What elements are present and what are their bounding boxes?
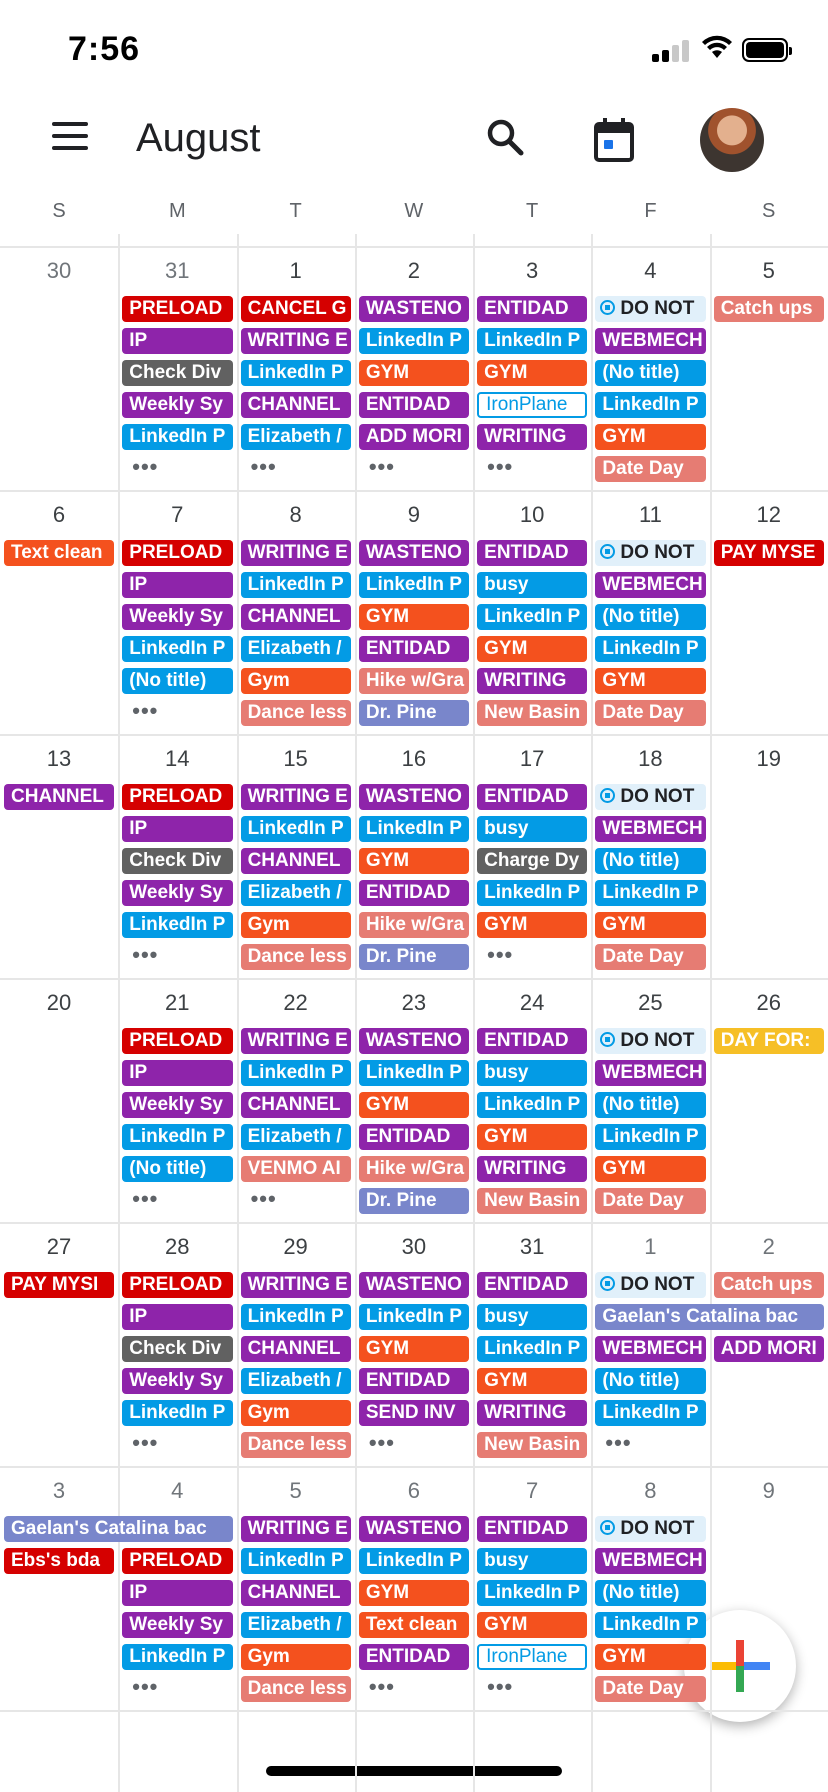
date-number[interactable]: 28 [165,1234,190,1259]
date-number[interactable]: 23 [401,990,427,1015]
calendar-event[interactable]: PRELOAD [122,784,232,810]
calendar-event[interactable]: PRELOAD [122,540,232,566]
calendar-event[interactable]: Hike w/Gra [359,1156,469,1182]
more-events-indicator[interactable]: ••• [132,1430,159,1455]
calendar-event[interactable]: Charge Dy [477,848,587,874]
calendar-event[interactable]: Gym [241,1400,351,1426]
date-number[interactable]: 18 [638,746,663,771]
calendar-event[interactable]: ENTIDAD [359,880,469,906]
calendar-event[interactable]: Date Day [595,700,705,726]
date-number[interactable]: 21 [165,990,190,1015]
date-number[interactable]: 7 [171,502,184,527]
date-number[interactable]: 29 [283,1234,308,1259]
calendar-event[interactable]: GYM [477,360,587,386]
calendar-event[interactable]: GYM [595,912,705,938]
calendar-event[interactable]: WEBMECH [595,572,705,598]
calendar-event[interactable]: LinkedIn P [595,880,705,906]
calendar-event[interactable]: SEND INV [359,1400,469,1426]
date-number[interactable]: 2 [762,1234,775,1259]
calendar-event[interactable]: New Basin [477,1432,587,1458]
day-of-week-label: S [52,200,66,222]
calendar-event[interactable]: IP [122,1304,232,1330]
calendar-event[interactable]: LinkedIn P [241,360,351,386]
calendar-event[interactable]: CHANNEL [241,392,351,418]
date-number[interactable]: 20 [46,990,72,1015]
calendar-event[interactable]: WRITING E [241,328,351,354]
calendar-event[interactable] [595,1516,705,1542]
calendar-event[interactable]: Check Div [122,1336,232,1362]
calendar-event[interactable]: IP [122,1060,232,1086]
calendar-event[interactable]: LinkedIn P [359,1548,469,1574]
date-number[interactable]: 19 [756,746,781,771]
calendar-event[interactable]: Weekly Sy [122,392,232,418]
calendar-event[interactable]: LinkedIn P [241,816,351,842]
calendar-event[interactable]: GYM [359,1336,469,1362]
calendar-event[interactable]: VENMO AI [241,1156,351,1182]
event-title: DO NOT [620,786,695,807]
date-number[interactable]: 8 [289,502,302,527]
status-bar [0,0,828,100]
date-number[interactable]: 5 [762,258,775,283]
calendar-event[interactable]: LinkedIn P [241,572,351,598]
calendar-event[interactable]: (No title) [122,1156,232,1182]
calendar-event[interactable]: LinkedIn P [122,912,232,938]
calendar-event[interactable]: LinkedIn P [595,1124,705,1150]
week-divider [0,978,828,980]
calendar-event[interactable]: GYM [595,668,705,694]
calendar-event[interactable]: LinkedIn P [241,1304,351,1330]
calendar-event[interactable]: Catch ups [714,296,824,322]
more-events-indicator[interactable]: ••• [605,1430,632,1455]
week-divider [0,246,828,248]
calendar-event[interactable]: LinkedIn P [477,1580,587,1606]
calendar-event[interactable]: GYM [359,604,469,630]
calendar-event[interactable] [595,784,705,810]
calendar-event[interactable] [595,1272,705,1298]
calendar-event[interactable]: Hike w/Gra [359,668,469,694]
calendar-event[interactable]: ENTIDAD [477,784,587,810]
calendar-event[interactable]: Dr. Pine [359,1188,469,1214]
date-number[interactable]: 12 [756,502,781,527]
calendar-event[interactable]: LinkedIn P [477,604,587,630]
calendar-event[interactable]: Elizabeth / [241,636,351,662]
date-number[interactable]: 1 [289,258,302,283]
date-number[interactable]: 5 [289,1478,302,1503]
calendar-event[interactable]: Dance less [241,944,351,970]
calendar-event[interactable]: Weekly Sy [122,1368,232,1394]
calendar-event[interactable]: CHANNEL [241,1092,351,1118]
date-number[interactable]: 30 [401,1234,427,1259]
calendar-event[interactable]: GYM [359,1580,469,1606]
week-divider [0,734,828,736]
calendar-event[interactable]: ENTIDAD [359,1644,469,1670]
cellular-signal-icon [652,40,692,62]
calendar-event[interactable]: GYM [359,1092,469,1118]
calendar-event[interactable]: CHANNEL [4,784,114,810]
calendar-event[interactable]: Dr. Pine [359,944,469,970]
date-number[interactable]: 14 [165,746,190,771]
date-number[interactable]: 15 [283,746,308,771]
calendar-event[interactable]: LinkedIn P [122,424,232,450]
day-of-week-label: M [168,200,186,222]
calendar-event[interactable]: WEBMECH [595,1548,705,1574]
calendar-event[interactable]: LinkedIn P [477,328,587,354]
more-events-indicator[interactable]: ••• [487,942,514,967]
calendar-event[interactable]: Elizabeth / [241,880,351,906]
more-events-indicator[interactable]: ••• [368,454,395,479]
more-events-indicator[interactable]: ••• [132,1674,159,1699]
wifi-icon [700,34,734,60]
calendar-event[interactable]: GYM [477,1124,587,1150]
calendar-event[interactable]: ADD MORI [359,424,469,450]
calendar-event[interactable]: GYM [477,636,587,662]
calendar-event[interactable]: LinkedIn P [122,636,232,662]
calendar-event[interactable]: WRITING [477,1400,587,1426]
event-title: DO NOT [620,1030,695,1051]
calendar-event[interactable]: LinkedIn P [241,1548,351,1574]
home-indicator [266,1766,562,1776]
calendar-event[interactable]: Weekly Sy [122,1092,232,1118]
calendar-event[interactable]: GYM [359,360,469,386]
calendar-event[interactable]: ENTIDAD [359,636,469,662]
calendar-event[interactable]: (No title) [595,604,705,630]
calendar-event[interactable]: LinkedIn P [595,636,705,662]
calendar-event[interactable]: LinkedIn P [477,1092,587,1118]
calendar-event[interactable]: busy [477,1304,587,1330]
calendar-event[interactable]: DAY FOR: [714,1028,824,1054]
do-not-disturb-icon [600,1032,615,1047]
calendar-event[interactable]: ENTIDAD [359,1368,469,1394]
calendar-event[interactable]: busy [477,1060,587,1086]
calendar-event[interactable]: busy [477,816,587,842]
more-events-indicator[interactable]: ••• [368,1674,395,1699]
calendar-event[interactable]: WASTENO [359,1028,469,1054]
calendar-event[interactable]: ENTIDAD [359,392,469,418]
calendar-event[interactable]: Text clean [4,540,114,566]
calendar-event[interactable]: ADD MORI [714,1336,824,1362]
more-events-indicator[interactable]: ••• [132,454,159,479]
week-divider [0,490,828,492]
date-number[interactable]: 30 [46,258,72,283]
calendar-event[interactable]: LinkedIn P [359,328,469,354]
calendar-event[interactable]: LinkedIn P [595,1612,705,1638]
date-number[interactable]: 10 [519,502,545,527]
calendar-event[interactable]: Weekly Sy [122,880,232,906]
calendar-event[interactable]: PAY MYSI [4,1272,114,1298]
calendar-event[interactable]: (No title) [122,668,232,694]
calendar-event[interactable]: GYM [477,1368,587,1394]
day-of-week-label: S [762,200,776,222]
calendar-event[interactable]: Elizabeth / [241,424,351,450]
calendar-event[interactable]: WRITING E [241,1516,351,1542]
calendar-event[interactable]: CHANNEL [241,1580,351,1606]
calendar-event[interactable]: LinkedIn P [122,1124,232,1150]
calendar-event[interactable]: GYM [595,424,705,450]
calendar-event[interactable]: PRELOAD [122,1272,232,1298]
do-not-disturb-icon [600,788,615,803]
calendar-event[interactable]: (No title) [595,1368,705,1394]
date-number[interactable]: 7 [526,1478,539,1503]
calendar-event[interactable]: Date Day [595,1676,705,1702]
calendar-event[interactable]: WEBMECH [595,816,705,842]
more-events-indicator[interactable]: ••• [487,1674,514,1699]
date-number[interactable]: 16 [401,746,427,771]
calendar-event[interactable]: WRITING E [241,1272,351,1298]
week-divider [0,1222,828,1224]
multi-day-event[interactable]: Gaelan's Catalina bac [595,1304,824,1330]
do-not-disturb-icon [600,1520,615,1535]
calendar-event[interactable]: WASTENO [359,540,469,566]
calendar-event[interactable]: CHANNEL [241,1336,351,1362]
more-events-indicator[interactable]: ••• [368,1430,395,1455]
calendar-event[interactable]: Gym [241,1644,351,1670]
date-number[interactable]: 27 [46,1234,72,1259]
calendar-event[interactable]: LinkedIn P [359,816,469,842]
calendar-event[interactable]: (No title) [595,848,705,874]
calendar-event[interactable]: WASTENO [359,1272,469,1298]
calendar-event[interactable]: GYM [477,1612,587,1638]
calendar-event[interactable]: WRITING E [241,1028,351,1054]
more-events-indicator[interactable]: ••• [132,698,159,723]
day-of-week-label: W [404,200,424,222]
more-events-indicator[interactable]: ••• [487,454,514,479]
more-events-indicator[interactable]: ••• [250,1186,277,1211]
date-number[interactable]: 31 [519,1234,545,1259]
menu-icon[interactable] [52,122,88,150]
date-number[interactable]: 11 [639,502,662,527]
event-title: DO NOT [620,298,695,319]
calendar-event[interactable]: LinkedIn P [595,1400,705,1426]
more-events-indicator[interactable]: ••• [250,454,277,479]
calendar-event[interactable]: LinkedIn P [122,1400,232,1426]
calendar-event[interactable]: IronPlane [477,1644,587,1670]
calendar-event[interactable]: LinkedIn P [477,1336,587,1362]
calendar-event[interactable]: Dance less [241,1432,351,1458]
calendar-event[interactable]: New Basin [477,1188,587,1214]
calendar-event[interactable]: WASTENO [359,1516,469,1542]
calendar-event[interactable]: GYM [477,912,587,938]
date-number[interactable]: 3 [52,1478,66,1503]
date-number[interactable]: 2 [407,258,420,283]
week-divider [0,1466,828,1468]
calendar-event[interactable]: Date Day [595,944,705,970]
calendar-event[interactable]: Weekly Sy [122,1612,232,1638]
battery-icon [742,38,788,62]
date-number[interactable]: 6 [52,502,66,527]
calendar-event[interactable]: IP [122,1580,232,1606]
calendar-event[interactable]: ENTIDAD [477,1272,587,1298]
more-events-indicator[interactable]: ••• [132,942,159,967]
calendar-event[interactable]: Text clean [359,1612,469,1638]
calendar-event[interactable]: CHANNEL [241,604,351,630]
calendar-event[interactable]: IP [122,572,232,598]
date-number[interactable]: 9 [407,502,420,527]
day-of-week-label: F [644,200,657,222]
calendar-event[interactable]: (No title) [595,1092,705,1118]
day-of-week-label: T [289,200,302,222]
calendar-today-icon[interactable] [592,116,636,164]
calendar-event[interactable]: (No title) [595,1580,705,1606]
calendar-event[interactable]: GYM [595,1156,705,1182]
calendar-event[interactable]: GYM [359,848,469,874]
calendar-event[interactable]: New Basin [477,700,587,726]
calendar-event[interactable]: (No title) [595,360,705,386]
date-number[interactable]: 25 [638,990,663,1015]
calendar-event[interactable]: ENTIDAD [477,1028,587,1054]
calendar-event[interactable]: WASTENO [359,296,469,322]
calendar-event[interactable]: WEBMECH [595,328,705,354]
calendar-event[interactable]: LinkedIn P [477,880,587,906]
calendar-event[interactable]: LinkedIn P [359,1304,469,1330]
calendar-event[interactable]: Date Day [595,456,705,482]
calendar-event[interactable]: IP [122,328,232,354]
calendar-event[interactable]: PRELOAD [122,1028,232,1054]
calendar-event[interactable]: ENTIDAD [477,540,587,566]
calendar-event[interactable]: WRITING E [241,784,351,810]
calendar-event[interactable]: CANCEL G [241,296,351,322]
calendar-event[interactable]: GYM [595,1644,705,1670]
calendar-event[interactable]: Gym [241,668,351,694]
calendar-event[interactable]: busy [477,572,587,598]
search-icon[interactable] [484,116,528,160]
calendar-event[interactable]: Dance less [241,700,351,726]
calendar-event[interactable]: PRELOAD [122,1548,232,1574]
calendar-event[interactable]: Hike w/Gra [359,912,469,938]
calendar-event[interactable]: Date Day [595,1188,705,1214]
status-time: 7:56 [68,30,141,68]
calendar-event[interactable] [595,296,705,322]
calendar-event[interactable]: LinkedIn P [595,392,705,418]
calendar-event[interactable]: Check Div [122,360,232,386]
day-of-week-label: T [526,200,539,222]
account-avatar[interactable] [700,108,764,172]
date-number[interactable]: 1 [644,1234,657,1259]
calendar-event[interactable]: Weekly Sy [122,604,232,630]
calendar-event[interactable]: CHANNEL [241,848,351,874]
calendar-event[interactable]: Elizabeth / [241,1124,351,1150]
calendar-event[interactable]: WRITING [477,1156,587,1182]
date-number[interactable]: 4 [644,258,657,283]
calendar-event[interactable]: Elizabeth / [241,1368,351,1394]
calendar-event[interactable]: LinkedIn P [122,1644,232,1670]
date-number[interactable]: 8 [644,1478,657,1503]
calendar-event[interactable]: IronPlane [477,392,587,418]
calendar-event[interactable]: ENTIDAD [477,1516,587,1542]
calendar-event[interactable]: Dr. Pine [359,700,469,726]
calendar-event[interactable]: Gym [241,912,351,938]
calendar-event[interactable]: WEBMECH [595,1060,705,1086]
calendar-event[interactable]: IP [122,816,232,842]
multi-day-event[interactable]: Gaelan's Catalina bac [4,1516,233,1542]
calendar-event[interactable]: LinkedIn P [241,1060,351,1086]
calendar-event[interactable]: WRITING [477,424,587,450]
calendar-event[interactable]: Elizabeth / [241,1612,351,1638]
do-not-disturb-icon [600,1276,615,1291]
do-not-disturb-icon [600,300,615,315]
calendar-event[interactable]: ENTIDAD [477,296,587,322]
calendar-event[interactable]: LinkedIn P [359,1060,469,1086]
date-number[interactable]: 22 [283,990,308,1015]
date-number[interactable]: 17 [519,746,545,771]
calendar-event[interactable]: Dance less [241,1676,351,1702]
event-title: DO NOT [620,1518,695,1539]
date-number[interactable]: 31 [165,258,190,283]
date-number[interactable]: 6 [407,1478,420,1503]
calendar-event[interactable] [595,1028,705,1054]
calendar-event[interactable]: WRITING E [241,540,351,566]
date-number[interactable]: 13 [46,746,72,771]
week-divider [0,1710,828,1712]
calendar-event[interactable]: ENTIDAD [359,1124,469,1150]
calendar-event[interactable]: PRELOAD [122,296,232,322]
date-number[interactable]: 24 [519,990,545,1015]
calendar-event[interactable]: Catch ups [714,1272,824,1298]
date-number[interactable]: 9 [762,1478,775,1503]
date-number[interactable]: 4 [171,1478,184,1503]
more-events-indicator[interactable]: ••• [132,1186,159,1211]
calendar-event[interactable]: busy [477,1548,587,1574]
do-not-disturb-icon [600,544,615,559]
calendar-event[interactable]: Ebs's bda [4,1548,114,1574]
date-number[interactable]: 3 [526,258,539,283]
month-title[interactable]: August [136,116,261,160]
calendar-event[interactable]: PAY MYSE [714,540,824,566]
event-title: DO NOT [620,1274,695,1295]
calendar-event[interactable]: WASTENO [359,784,469,810]
date-number[interactable]: 26 [756,990,781,1015]
calendar-event[interactable]: LinkedIn P [359,572,469,598]
calendar-event[interactable]: WEBMECH [595,1336,705,1362]
calendar-event[interactable] [595,540,705,566]
calendar-event[interactable]: WRITING [477,668,587,694]
calendar-event[interactable]: Check Div [122,848,232,874]
event-title: DO NOT [620,542,695,563]
